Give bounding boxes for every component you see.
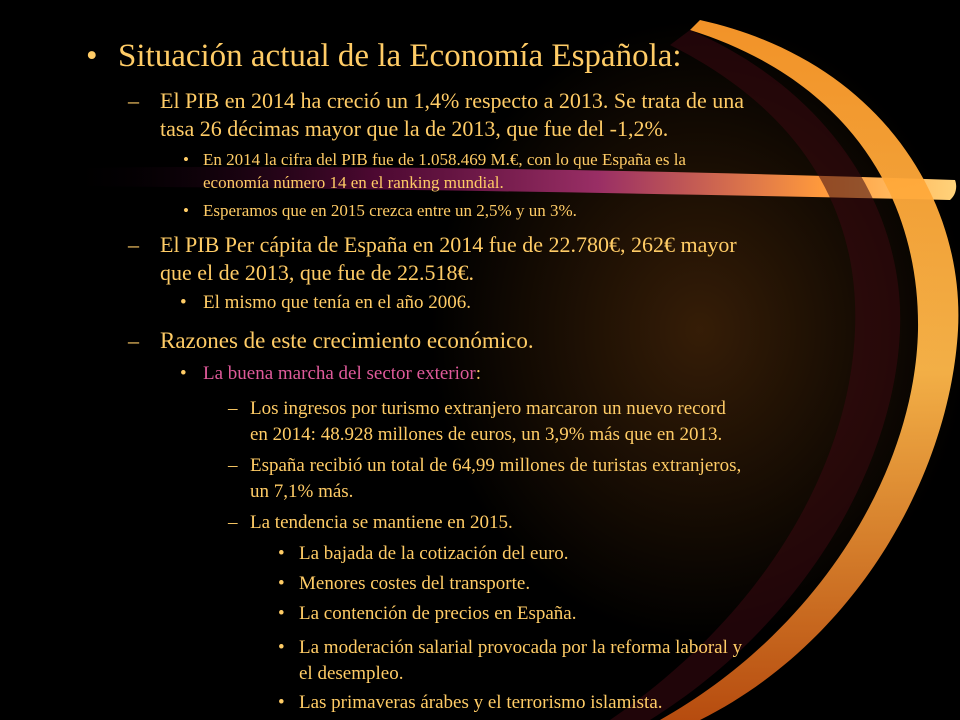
dash-bullet: – bbox=[128, 232, 139, 257]
pib-text-line-1: El PIB en 2014 ha creció un 1,4% respecto a 2013. Se trata de una bbox=[160, 88, 745, 113]
pib-sub-2: Esperamos que en 2015 crezca entre un 2,5% y un 3%. bbox=[203, 201, 577, 220]
dash-bullet: – bbox=[228, 398, 238, 419]
reason-transporte: Menores costes del transporte. bbox=[299, 573, 531, 594]
dot-bullet: • bbox=[278, 573, 285, 594]
turismo-ingresos-line-2: en 2014: 48.928 millones de euros, un 3,9% más que en 2013. bbox=[250, 424, 723, 445]
dash-bullet: – bbox=[228, 455, 238, 476]
dot-bullet: • bbox=[278, 637, 285, 658]
dash-bullet: – bbox=[228, 512, 238, 533]
razones-heading: Razones de este crecimiento económico. bbox=[160, 328, 534, 353]
reason-moderacion-line-1: La moderación salarial provocada por la reforma laboral y bbox=[299, 637, 743, 658]
tendencia-line: La tendencia se mantiene en 2015. bbox=[250, 512, 513, 533]
reason-euro: La bajada de la cotización del euro. bbox=[299, 543, 569, 564]
per-capita-sub-1: El mismo que tenía en el año 2006. bbox=[203, 292, 472, 313]
per-capita-line-2: que el de 2013, que fue de 22.518€. bbox=[160, 260, 475, 285]
reason-moderacion-line-2: el desempleo. bbox=[299, 663, 404, 684]
reason-precios: La contención de precios en España. bbox=[299, 603, 577, 624]
pib-text-line-2: tasa 26 décimas mayor que la de 2013, que fue del -1,2%. bbox=[160, 116, 669, 141]
pib-sub-1-line-2: economía número 14 en el ranking mundial. bbox=[203, 173, 504, 192]
reason-primaveras: Las primaveras árabes y el terrorismo islamista. bbox=[299, 692, 663, 713]
pib-sub-1-line-1: En 2014 la cifra del PIB fue de 1.058.469 M.€, con lo que España es la bbox=[203, 150, 686, 169]
slide-title: Situación actual de la Economía Española: bbox=[118, 38, 682, 74]
dot-bullet: • bbox=[278, 603, 285, 624]
dot-bullet: • bbox=[278, 692, 285, 713]
dot-bullet: • bbox=[278, 543, 285, 564]
sector-exterior-colon: : bbox=[475, 363, 481, 384]
turismo-ingresos-line-1: Los ingresos por turismo extranjero marcaron un nuevo record bbox=[250, 398, 726, 419]
turistas-line-1: España recibió un total de 64,99 millones de turistas extranjeros, bbox=[250, 455, 742, 476]
sector-exterior-label: La buena marcha del sector exterior bbox=[203, 363, 476, 384]
dot-bullet: • bbox=[180, 363, 187, 384]
dash-bullet: – bbox=[128, 88, 139, 113]
dot-bullet: • bbox=[183, 150, 189, 169]
dash-bullet: – bbox=[128, 328, 139, 353]
dot-bullet: • bbox=[183, 201, 189, 220]
sector-exterior-line bbox=[203, 361, 481, 387]
dot-bullet: • bbox=[180, 292, 187, 313]
per-capita-line-1: El PIB Per cápita de España en 2014 fue de 22.780€, 262€ mayor bbox=[160, 232, 737, 257]
title-bullet: • bbox=[86, 38, 98, 74]
turistas-line-2: un 7,1% más. bbox=[250, 481, 354, 502]
